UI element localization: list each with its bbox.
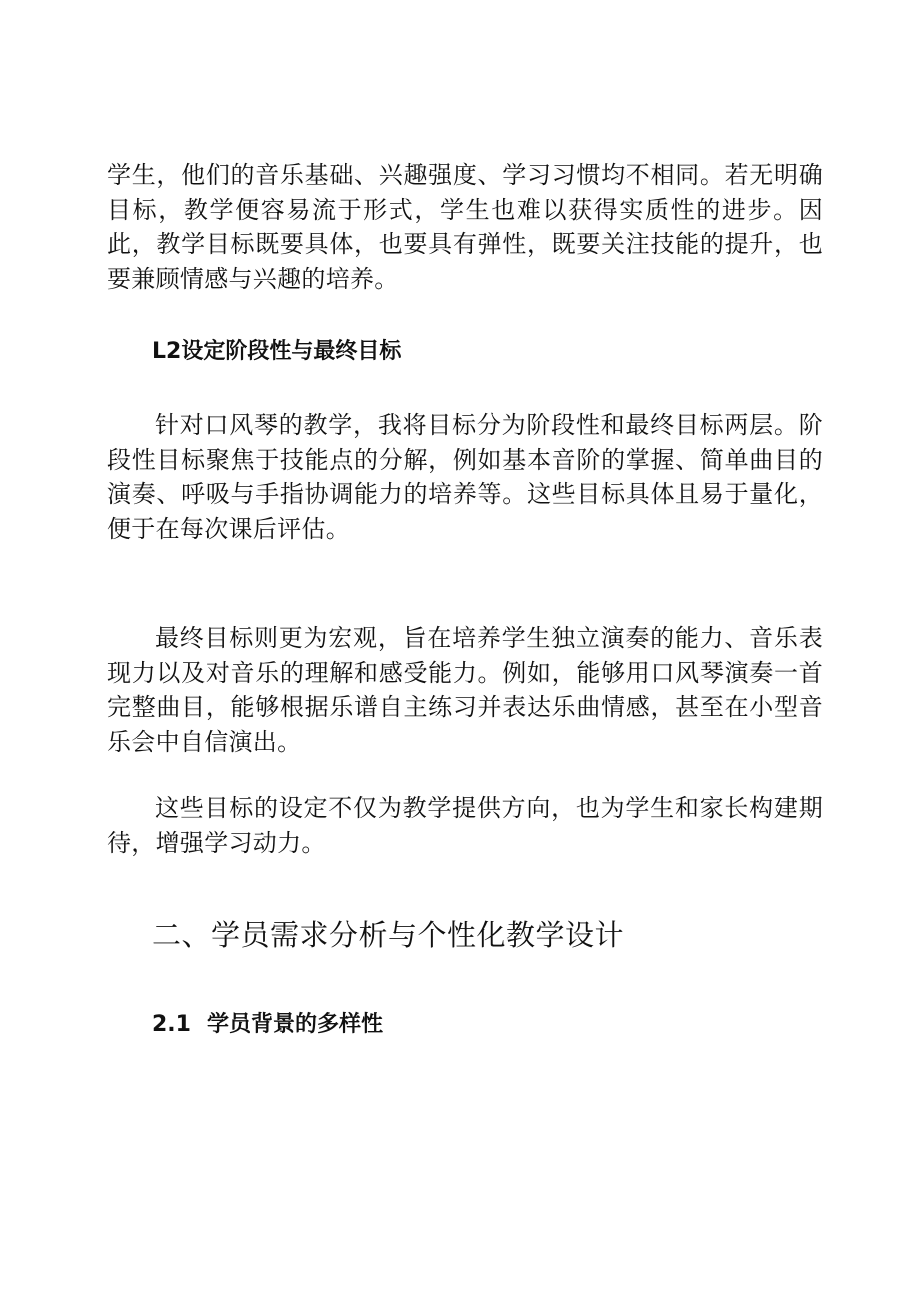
chapter-heading-2: 二、学员需求分析与个性化教学设计 bbox=[152, 918, 625, 952]
section-heading-1-2: L2设定阶段性与最终目标 bbox=[152, 339, 402, 364]
section-heading-2-1 bbox=[152, 1007, 383, 1038]
paragraph-stage-goals: 针对口风琴的教学，我将目标分为阶段性和最终目标两层。阶段性目标聚焦于技能点的分解，例如基本音阶的掌握、简单曲目的演奏、呼吸与手指协调能力的培养等。这些目标具体且易于量化，便于在每次课后评估。 bbox=[107, 411, 823, 543]
paragraph-teaching-goals-intro: 学生，他们的音乐基础、兴趣强度、学习习惯均不相同。若无明确目标，教学便容易流于形式，学生也难以获得实质性的进步。因此，教学目标既要具体，也要具有弹性，既要关注技能的提升，也要兼顾情感与兴趣的培养。 bbox=[107, 161, 823, 293]
paragraph-goal-significance: 这些目标的设定不仅为教学提供方向，也为学生和家长构建期待，增强学习动力。 bbox=[107, 794, 823, 857]
paragraph-final-goals: 最终目标则更为宏观，旨在培养学生独立演奏的能力、音乐表现力以及对音乐的理解和感受能力。例如，能够用口风琴演奏一首完整曲目，能够根据乐谱自主练习并表达乐曲情感，甚至在小型音乐会中自信演出。 bbox=[107, 624, 823, 756]
section-number: 2.1 bbox=[152, 1012, 191, 1037]
section-title: 学员背景的多样性 bbox=[206, 1012, 383, 1037]
